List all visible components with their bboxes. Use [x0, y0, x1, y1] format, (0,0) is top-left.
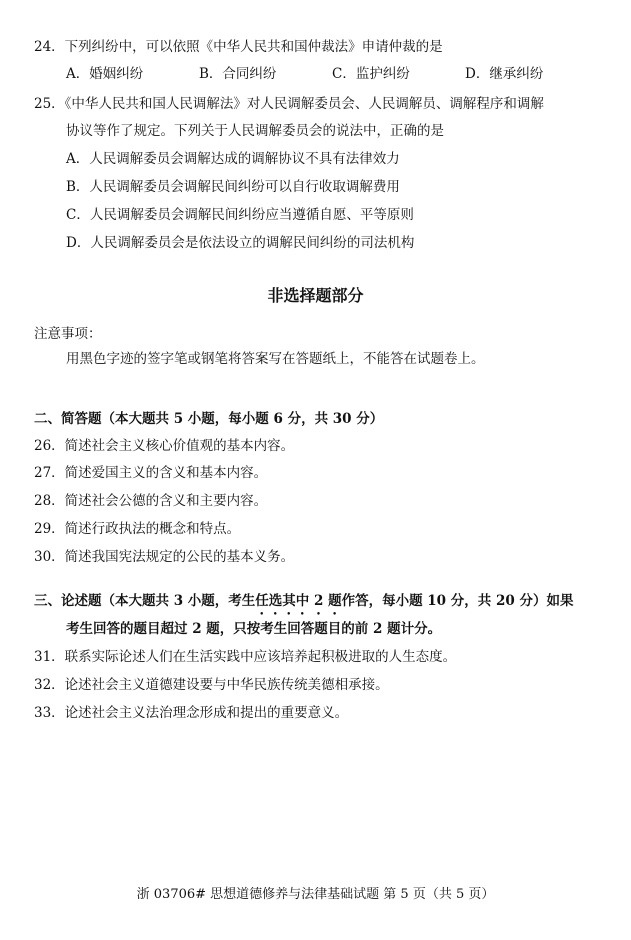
question-31: 31．联系实际论述人们在生活实践中应该培养起积极进取的人生态度。	[34, 649, 457, 665]
q25-option-a: A．人民调解委员会调解达成的调解协议不具有法律效力	[66, 151, 400, 167]
question-30: 30．简述我国宪法规定的公民的基本义务。	[34, 549, 295, 565]
q25-option-b: B．人民调解委员会调解民间纠纷可以自行收取调解费用	[66, 179, 400, 195]
question-33: 33．论述社会主义法治理念形成和提出的重要意义。	[34, 705, 349, 721]
question-27: 27．简述爱国主义的含义和基本内容。	[34, 465, 268, 481]
question-25-stem-line2: 协议等作了规定。下列关于人民调解委员会的说法中，正确的是	[66, 123, 444, 139]
section-3-title-emphasis: 任选其中 2 题	[255, 593, 342, 609]
page-footer: 浙 03706# 思想道德修养与法律基础试题 第 5 页（共 5 页）	[136, 887, 495, 902]
q25-option-d: D．人民调解委员会是依法设立的调解民间纠纷的司法机构	[66, 235, 415, 251]
section-3-title-line2: 考生回答的题目超过 2 题，只按考生回答题目的前 2 题计分。	[66, 621, 442, 637]
q24-option-a: A．婚姻纠纷	[66, 66, 144, 82]
question-26: 26．简述社会主义核心价值观的基本内容。	[34, 438, 295, 454]
q24-option-b: B．合同纠纷	[199, 66, 277, 82]
notice-label: 注意事项：	[34, 326, 102, 342]
question-24-options	[66, 65, 586, 83]
question-29: 29．简述行政执法的概念和特点。	[34, 521, 241, 537]
q25-option-c: C．人民调解委员会调解民间纠纷应当遵循自愿、平等原则	[66, 207, 414, 223]
non-choice-section-title: 非选择题部分	[267, 286, 364, 305]
section-2-title: 二、简答题（本大题共 5 小题，每小题 6 分，共 30 分）	[34, 411, 384, 427]
q24-option-c: C．监护纠纷	[332, 66, 410, 82]
notice-text: 用黑色字迹的签字笔或钢笔将答案写在答题纸上，不能答在试题卷上。	[66, 351, 485, 367]
section-3-title-part1: 三、论述题（本大题共 3 小题，考生	[34, 593, 256, 609]
question-28: 28．简述社会公德的含义和主要内容。	[34, 493, 268, 509]
q24-option-d: D．继承纠纷	[465, 66, 544, 82]
question-25-stem-line1: 25．《中华人民共和国人民调解法》对人民调解委员会、人民调解员、调解程序和调解	[34, 96, 544, 112]
question-24-stem: 24．下列纠纷中，可以依照《中华人民共和国仲裁法》申请仲裁的是	[34, 39, 443, 55]
section-3-title-line1	[34, 592, 573, 618]
section-3-title-part2: 作答，每小题 10 分，共 20 分）如果	[341, 593, 574, 609]
question-32: 32．论述社会主义道德建设要与中华民族传统美德相承接。	[34, 677, 389, 693]
